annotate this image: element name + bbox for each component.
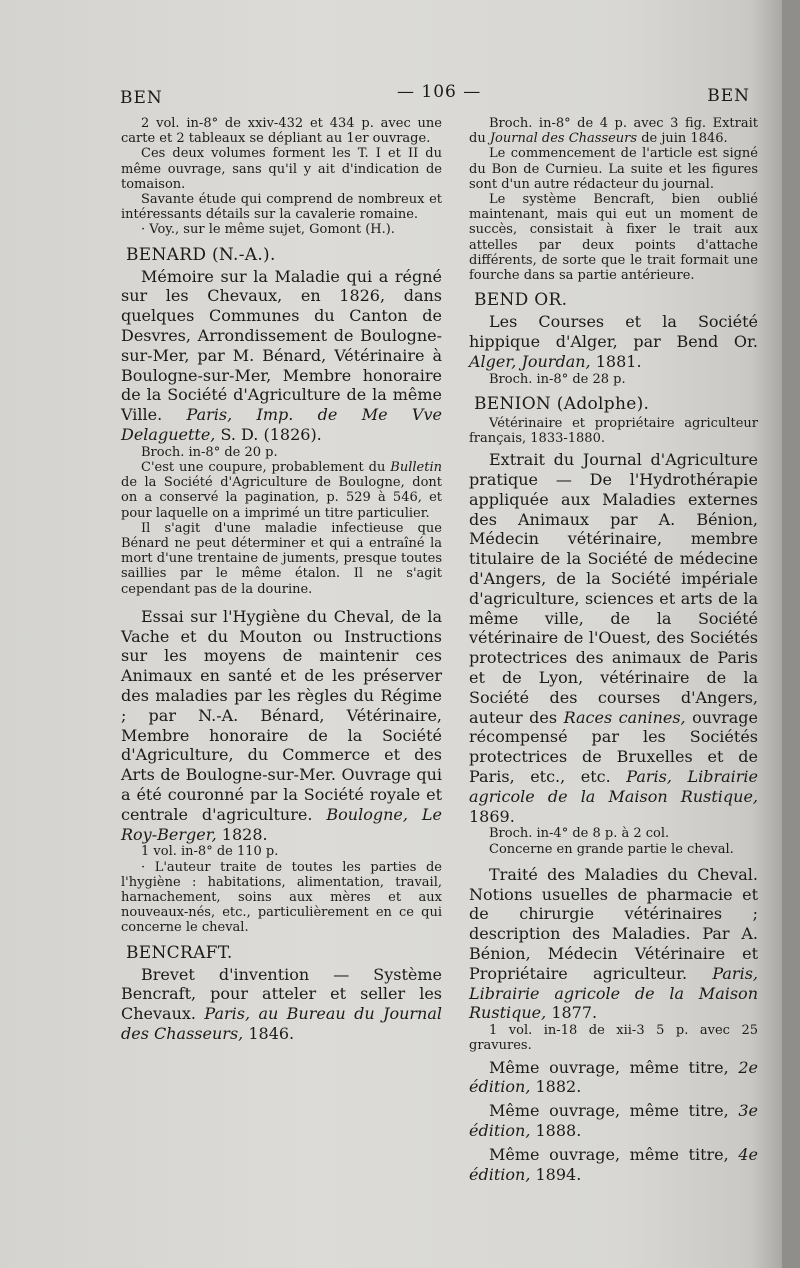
entry-date: 1846. [248, 1024, 295, 1043]
edition-number: 2e édition, [469, 1057, 758, 1097]
entry-title [121, 965, 442, 1044]
see-also-note: · Voy., sur le même sujet, Gomont (H.). [141, 222, 395, 238]
entry-title [469, 312, 758, 371]
note-text: de la Société d'Agriculture de Boulogne, dont on a conservé la pagination, p. 529 à 546, et pour laquelle on a imprimé un titre particulier. [121, 475, 442, 521]
author-heading: BEND OR. [474, 290, 568, 311]
header-right: BEN [707, 86, 750, 106]
note-text: Broch. in-8° de 4 p. avec 3 fig. Extrait du [469, 116, 758, 147]
entry-title-text: Traité des Maladies du Cheval. Notions usuelles de pharmacie et de chirurgie vétérinaires ; description des Maladies. Par A. Bénion, Médecin Vétérinaire et Propriétaire agriculteur. [469, 864, 758, 983]
entry-title-text: Essai sur l'Hygiène du Cheval, de la Vache et du Mouton ou Instructions sur les moyens de maintenir ces Animaux en santé et de les préserver des maladies par les règles du Régime ; par N.-A. Bénard, Vétérinaire, Membre honoraire de la Société d'Agriculture, du Commerce et des Arts de Boulogne-sur-Mer. Ouvrage qui a été couronné par la Société royale et centrale d'agriculture. [121, 606, 442, 824]
entry-imprint: Alger, Jourdan, [469, 351, 591, 371]
entry-date: 1881. [595, 351, 642, 371]
edition-number: 4e édition, [469, 1144, 758, 1184]
entry-imprint: Paris, Imp. de Me Vve Delaguette, [121, 405, 442, 444]
desc-paragraph: 2 vol. in-8° de xxiv-432 et 434 p. avec une carte et 2 tableaux se dépliant au 1er ouvrage. [121, 116, 442, 147]
desc-paragraph: · L'auteur traite de toutes les parties de l'hygiène : habitations, alimentation, travail, harnachement, soins aux mères et aux nouveaux-nés, etc., particulièrement en ce qui concerne le cheval. [121, 859, 442, 936]
collation: Broch. in-8° de 20 p. [141, 444, 278, 460]
collation: Broch. in-4° de 8 p. à 2 col. [489, 826, 670, 842]
desc-paragraph: Concerne en grande partie le cheval. [489, 841, 734, 857]
edition-number: 3e édition, [469, 1101, 758, 1140]
entry-title-text: Mémoire sur la Maladie qui a régné sur les Chevaux, en 1826, dans quelques Communes du Canton de Desvres, Arrondissement de Boulogne-sur-Mer, par M. Bénard, Vétérinaire à Boulogne-sur-Mer, Membre honoraire de la Société d'Agriculture de la même Ville. [121, 266, 442, 425]
author-bio: Vétérinaire et propriétaire agriculteur français, 1833-1880. [469, 415, 758, 447]
edition-text: Même ouvrage, même titre, [489, 1057, 729, 1077]
edition-text: Même ouvrage, même titre, [489, 1101, 729, 1121]
left-column [121, 116, 442, 1044]
entry-date: S. D. (1826). [220, 425, 322, 444]
entry-title [469, 865, 758, 1023]
edition-entry [469, 1101, 758, 1141]
entry-title [121, 607, 442, 845]
desc-paragraph: Ces deux volumes forment les T. I et II du même ouvrage, sans qu'il y ait d'indication de tomaison. [121, 146, 442, 192]
entry-title-text: Les Courses et la Société hippique d'Alger, par Bend Or. [469, 312, 758, 352]
entry-title-text: Brevet d'invention — Système Bencraft, pour atteler et seller les Chevaux. [121, 964, 442, 1024]
entry-date: 1877. [551, 1003, 598, 1023]
edition-entry [469, 1145, 758, 1185]
entry-date: 1828. [221, 824, 268, 844]
desc-paragraph: Savante étude qui comprend de nombreux et intéressants détails sur la cavalerie romaine. [121, 192, 442, 223]
edition-date: 1894. [535, 1164, 582, 1184]
desc-paragraph [121, 460, 442, 521]
entry-imprint: Paris, au Bureau du Journal des Chasseurs, [121, 1004, 442, 1043]
page-number: — 106 — [397, 82, 482, 102]
edition-entry [469, 1058, 758, 1098]
running-header [120, 82, 750, 112]
entry-title [469, 450, 758, 826]
entry-italic: Races canines, [563, 707, 686, 727]
entry-title-text: ouvrage récompensé par les Sociétés protectrices de Bruxelles et de Paris, etc., etc. [469, 707, 758, 786]
header-left: BEN [120, 88, 163, 108]
desc-paragraph: Il s'agit d'une maladie infectieuse que Bénard ne peut déterminer et qui a entraîné la mort d'une trentaine de juments, presque toutes saillies par le même étalon. Il ne s'agit cependant pas de la dourine. [121, 520, 442, 597]
entry-date: 1869. [469, 806, 515, 826]
note-text: C'est une coupure, probablement du [141, 460, 386, 475]
right-column [469, 116, 758, 1184]
collation: 1 vol. in-18 de xii-3 5 p. avec 25 gravures. [469, 1023, 758, 1054]
desc-paragraph: Le commencement de l'article est signé du Bon de Curnieu. La suite et les figures sont d'un autre rédacteur du journal. [469, 146, 758, 192]
entry-title-text: Extrait du Journal d'Agriculture pratique — De l'Hydrothérapie appliquée aux Maladies externes des Animaux par A. Bénion, Médecin vétérinaire, membre titulaire de la Société de médecine d'Angers, de la Société impériale d'agriculture, sciences et arts de la même ville, de la Société vétérinaire de l'Ouest, des Sociétés protectrices des animaux de Paris et de Lyon, vétérinaire de la Société des courses d'Angers, auteur des [469, 450, 758, 727]
edition-text: Même ouvrage, même titre, [489, 1144, 729, 1164]
collation: Broch. in-8° de 28 p. [489, 371, 626, 387]
edition-date: 1888. [535, 1120, 582, 1140]
entry-imprint: Paris, Librairie agricole de la Maison Rustique, [469, 963, 758, 1023]
collation [469, 116, 758, 146]
author-heading: BENCRAFT. [126, 942, 233, 963]
entry-imprint: Paris, Librairie agricole de la Maison Rustique, [469, 766, 758, 806]
edition-date: 1882. [535, 1077, 582, 1097]
note-text: de juin 1846. [641, 131, 728, 147]
note-italic: Journal des Chasseurs [489, 131, 638, 147]
author-heading: BENION (Adolphe). [474, 393, 650, 414]
entry-imprint: Boulogne, Le Roy-Berger, [121, 804, 442, 844]
collation: 1 vol. in-8° de 110 p. [141, 844, 279, 860]
author-heading: BENARD (N.-A.). [126, 244, 276, 265]
entry-title [121, 267, 442, 445]
desc-paragraph: Le système Bencraft, bien oublié maintenant, mais qui eut un moment de succès, consistait à fixer le trait aux attelles par deux points d'attache différents, de sorte que le trait formait une fourche dans sa partie antérieure. [469, 192, 758, 284]
note-italic: Bulletin [390, 460, 442, 475]
